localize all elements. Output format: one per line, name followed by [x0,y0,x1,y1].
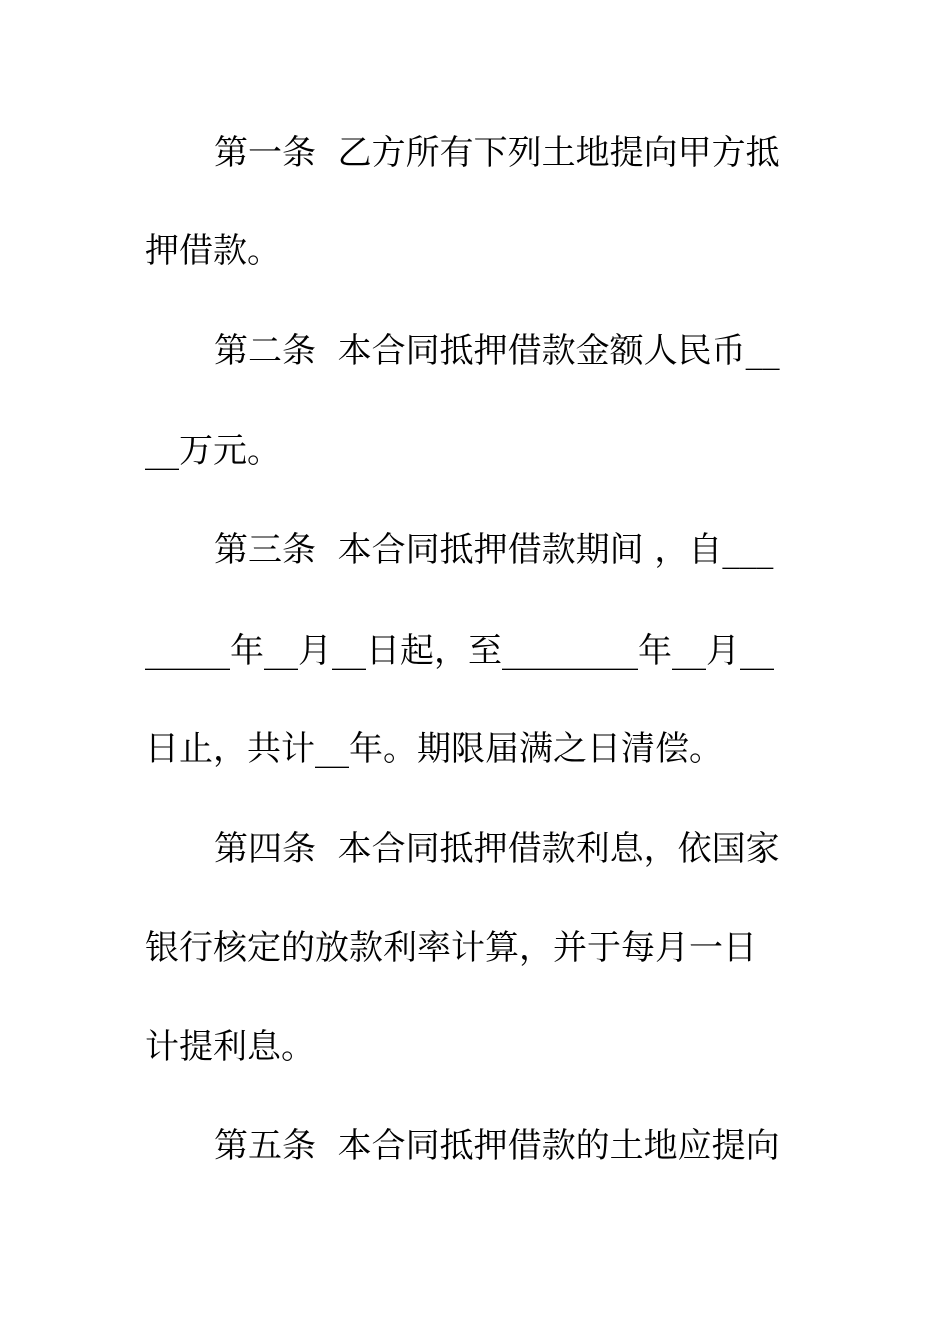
article-2-line-1: 第二条 本合同抵押借款金额人民币__ [214,331,780,371]
article-2-line-2: __万元。 [145,431,281,471]
article-3-line-2: _____年__月__日起，至________年__月__ [145,631,774,671]
article-4-line-1: 第四条 本合同抵押借款利息，依国家 [214,829,780,869]
article-1-line-2: 押借款。 [145,231,281,271]
article-5-line-1: 第五条 本合同抵押借款的土地应提向 [214,1126,780,1166]
article-3-line-1: 第三条 本合同抵押借款期间 ，自___ [214,530,774,570]
article-1-line-1: 第一条 乙方所有下列土地提向甲方抵 [214,133,780,173]
article-4-line-2: 银行核定的放款利率计算，并于每月一日 [145,928,757,968]
article-3-line-3: 日止，共计__年。期限届满之日清偿。 [145,729,723,769]
article-4-line-3: 计提利息。 [145,1027,315,1067]
